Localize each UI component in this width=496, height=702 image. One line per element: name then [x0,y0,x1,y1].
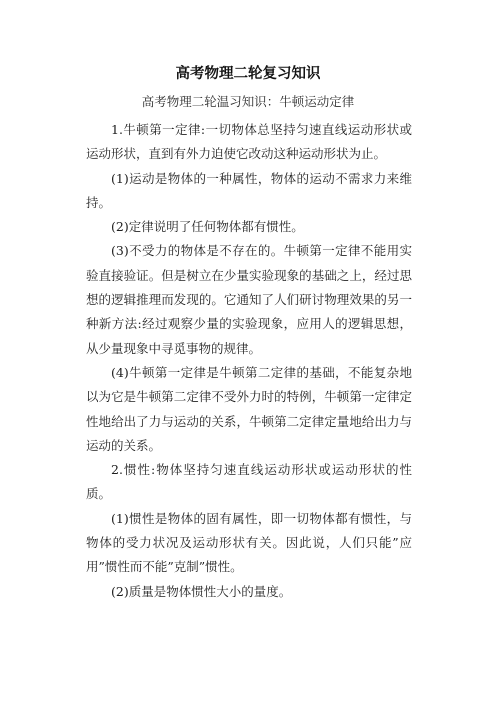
paragraph-inertia-point-1: (1)惯性是物体的固有属性，即一切物体都有惯性，与物体的受力状况及运动形状有关。因此说，人们只能”应用”惯性而不能”克制”惯性。 [86,510,412,575]
paragraph-inertia-point-2: (2)质量是物体惯性大小的量度。 [111,583,292,599]
document-subtitle: 高考物理二轮温习知识：牛顿运动定律 [141,94,355,109]
document-title: 高考物理二轮复习知识 [175,66,321,82]
paragraph-point-3: (3)不受力的物体是不存在的。牛顿第一定律不能用实验直接验证。但是树立在少量实验现象的基础之上，经过思想的逻辑推理而发现的。它通知了人们研讨物理效果的另一种新方法:经过观察少量的实验现象，应用人的逻辑思想，从少量现象中寻觅事物的规律。 [86,243,412,356]
paragraph-newton-first-law: 1.牛顿第一定律:一切物体总坚持匀速直线运动形状或运动形状，直到有外力迫使它改动这种运动形状为止。 [86,122,412,162]
paragraph-point-1: (1)运动是物体的一种属性，物体的运动不需求力来维持。 [86,170,412,210]
paragraph-point-2: (2)定律说明了任何物体都有惯性。 [111,219,304,235]
document-body [86,118,412,604]
paragraph-point-4: (4)牛顿第一定律是牛顿第二定律的基础，不能复杂地以为它是牛顿第二定律不受外力时的特例，牛顿第一定律定性地给出了力与运动的关系，牛顿第二定律定量地给出力与运动的关系。 [86,364,412,453]
paragraph-inertia: 2.惯性:物体坚持匀速直线运动形状或运动形状的性质。 [86,462,412,502]
